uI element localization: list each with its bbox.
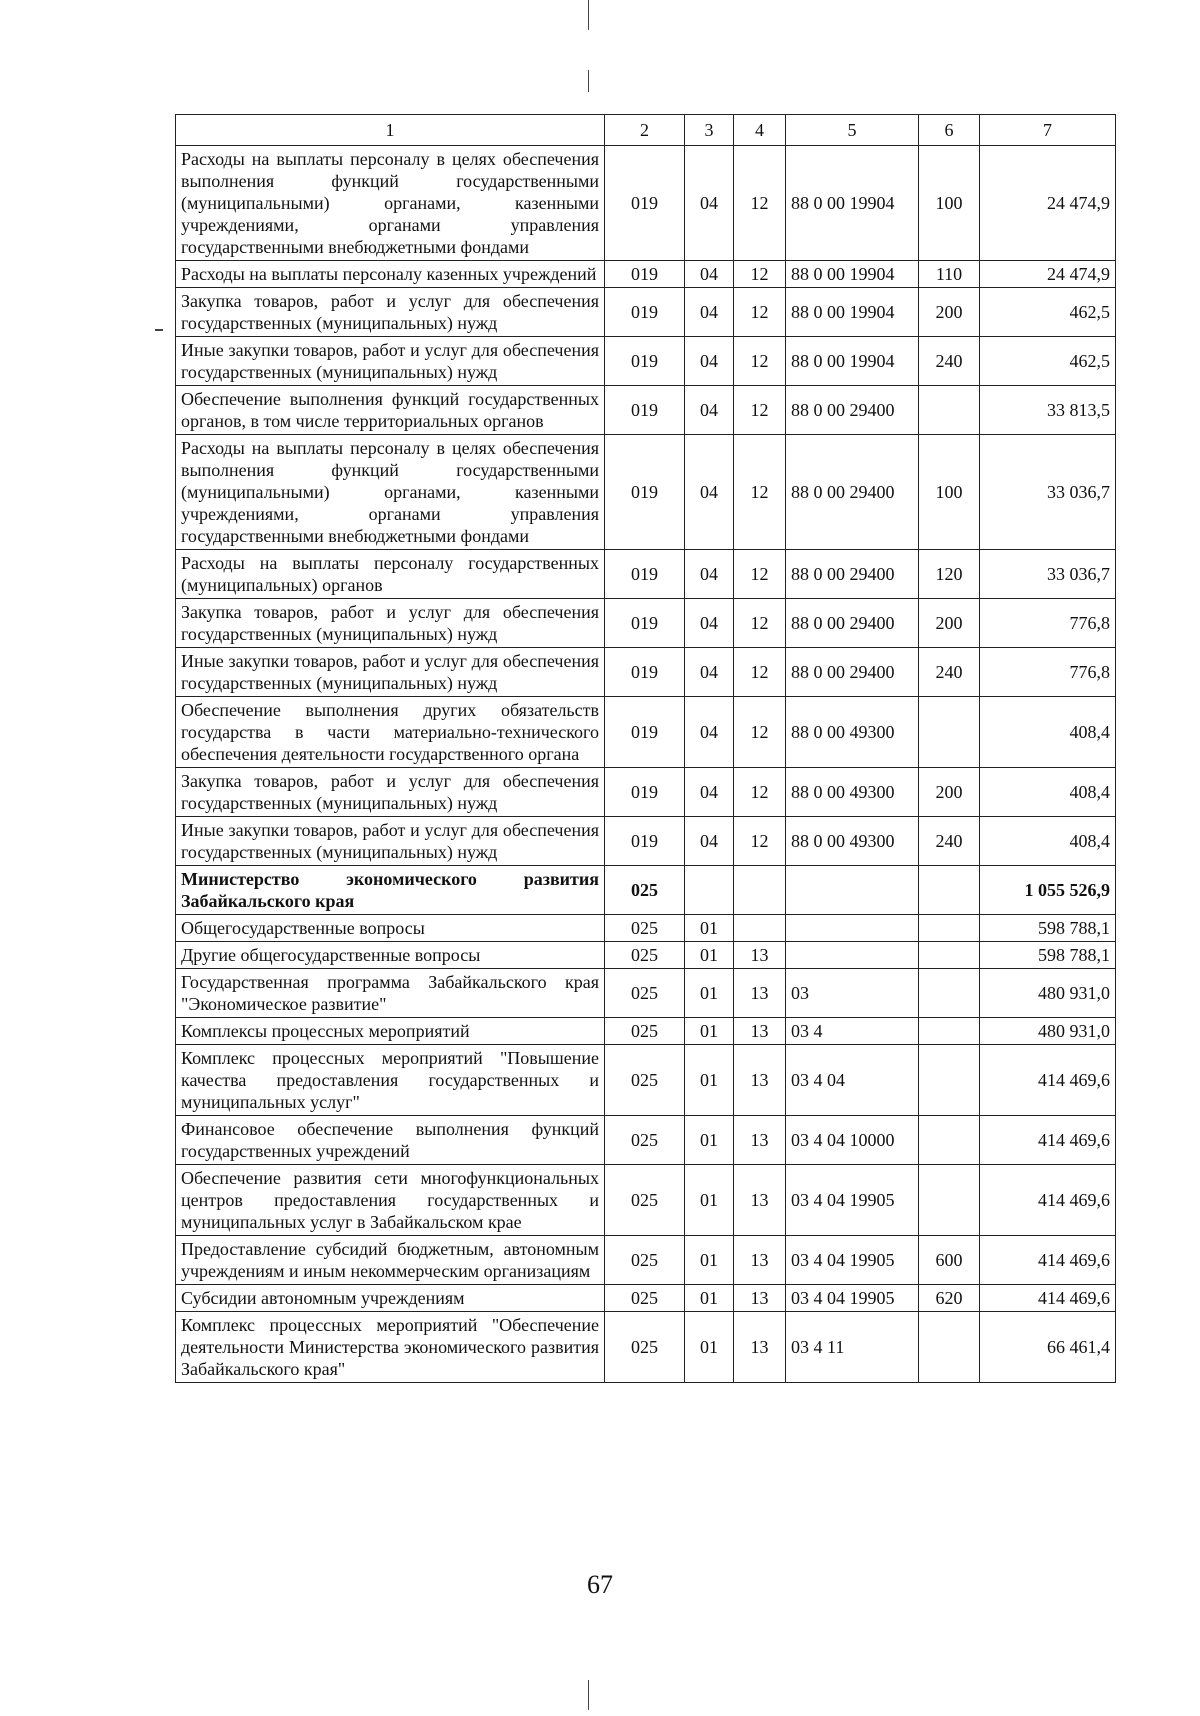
subsection-code-cell: 13 <box>734 1018 786 1045</box>
section-code-cell: 01 <box>685 942 734 969</box>
table-row <box>176 599 1116 648</box>
section-code-cell: 04 <box>685 768 734 817</box>
target-article-cell: 88 0 00 19904 <box>786 261 919 288</box>
amount-cell: 462,5 <box>980 337 1116 386</box>
expense-type-cell <box>919 1018 980 1045</box>
amount-cell: 33 036,7 <box>980 435 1116 550</box>
admin-code-cell: 019 <box>605 435 685 550</box>
amount-cell: 33 036,7 <box>980 550 1116 599</box>
amount-cell: 414 469,6 <box>980 1285 1116 1312</box>
amount-cell: 408,4 <box>980 817 1116 866</box>
table-row <box>176 1045 1116 1116</box>
row-name-cell: Расходы на выплаты персоналу в целях обеспечения выполнения функций государственными (муниципальными) органами, казенными учреждениями, органами управления государственными внебюджетными фондами <box>176 435 605 550</box>
expense-type-cell: 240 <box>919 648 980 697</box>
subsection-code-cell: 12 <box>734 550 786 599</box>
expense-type-cell <box>919 1165 980 1236</box>
target-article-cell: 03 <box>786 969 919 1018</box>
scan-mark <box>588 0 589 30</box>
budget-table <box>175 114 1116 1383</box>
admin-code-cell: 025 <box>605 1045 685 1116</box>
target-article-cell <box>786 942 919 969</box>
row-name-cell: Иные закупки товаров, работ и услуг для обеспечения государственных (муниципальных) нужд <box>176 817 605 866</box>
expense-type-cell: 200 <box>919 768 980 817</box>
amount-cell: 408,4 <box>980 768 1116 817</box>
subsection-code-cell: 13 <box>734 942 786 969</box>
admin-code-cell: 019 <box>605 288 685 337</box>
target-article-cell: 88 0 00 29400 <box>786 435 919 550</box>
row-name-cell: Закупка товаров, работ и услуг для обеспечения государственных (муниципальных) нужд <box>176 768 605 817</box>
expense-type-cell <box>919 1116 980 1165</box>
amount-cell: 598 788,1 <box>980 942 1116 969</box>
expense-type-cell <box>919 1045 980 1116</box>
subsection-code-cell: 12 <box>734 386 786 435</box>
table-row <box>176 866 1116 915</box>
amount-cell: 24 474,9 <box>980 146 1116 261</box>
row-name-cell: Расходы на выплаты персоналу государственных (муниципальных) органов <box>176 550 605 599</box>
table-row <box>176 697 1116 768</box>
subsection-code-cell: 12 <box>734 768 786 817</box>
target-article-cell: 03 4 04 19905 <box>786 1236 919 1285</box>
header-cell: 4 <box>734 115 786 146</box>
table-row <box>176 969 1116 1018</box>
target-article-cell: 88 0 00 49300 <box>786 697 919 768</box>
amount-cell: 414 469,6 <box>980 1165 1116 1236</box>
amount-cell: 408,4 <box>980 697 1116 768</box>
amount-cell: 66 461,4 <box>980 1312 1116 1383</box>
subsection-code-cell: 13 <box>734 1165 786 1236</box>
subsection-code-cell: 12 <box>734 817 786 866</box>
expense-type-cell: 120 <box>919 550 980 599</box>
section-code-cell: 04 <box>685 146 734 261</box>
table-row <box>176 288 1116 337</box>
target-article-cell: 03 4 11 <box>786 1312 919 1383</box>
row-name-cell: Расходы на выплаты персоналу в целях обеспечения выполнения функций государственными (муниципальными) органами, казенными учреждениями, органами управления государственными внебюджетными фондами <box>176 146 605 261</box>
amount-cell: 776,8 <box>980 648 1116 697</box>
target-article-cell: 03 4 04 10000 <box>786 1116 919 1165</box>
expense-type-cell: 110 <box>919 261 980 288</box>
expense-type-cell <box>919 386 980 435</box>
section-code-cell: 04 <box>685 435 734 550</box>
admin-code-cell: 019 <box>605 768 685 817</box>
subsection-code-cell: 13 <box>734 1045 786 1116</box>
subsection-code-cell: 12 <box>734 146 786 261</box>
table-row <box>176 817 1116 866</box>
amount-cell: 598 788,1 <box>980 915 1116 942</box>
row-name-cell: Комплексы процессных мероприятий <box>176 1018 605 1045</box>
target-article-cell: 88 0 00 19904 <box>786 288 919 337</box>
admin-code-cell: 025 <box>605 1018 685 1045</box>
subsection-code-cell: 12 <box>734 337 786 386</box>
header-cell: 1 <box>176 115 605 146</box>
table-row <box>176 550 1116 599</box>
section-code-cell: 04 <box>685 288 734 337</box>
section-code-cell <box>685 866 734 915</box>
admin-code-cell: 025 <box>605 1236 685 1285</box>
row-name-cell: Комплекс процессных мероприятий "Обеспечение деятельности Министерства экономического развития Забайкальского края" <box>176 1312 605 1383</box>
expense-type-cell <box>919 915 980 942</box>
amount-cell: 33 813,5 <box>980 386 1116 435</box>
target-article-cell: 88 0 00 49300 <box>786 768 919 817</box>
header-row <box>176 115 1116 146</box>
section-code-cell: 01 <box>685 1165 734 1236</box>
table-row <box>176 146 1116 261</box>
target-article-cell <box>786 915 919 942</box>
table-row <box>176 1165 1116 1236</box>
expense-type-cell <box>919 866 980 915</box>
target-article-cell: 88 0 00 29400 <box>786 599 919 648</box>
target-article-cell: 03 4 <box>786 1018 919 1045</box>
table-row <box>176 942 1116 969</box>
row-name-cell: Комплекс процессных мероприятий "Повышение качества предоставления государственных и муниципальных услуг" <box>176 1045 605 1116</box>
admin-code-cell: 025 <box>605 1116 685 1165</box>
row-name-cell: Государственная программа Забайкальского края "Экономическое развитие" <box>176 969 605 1018</box>
row-name-cell: Другие общегосударственные вопросы <box>176 942 605 969</box>
expense-type-cell: 100 <box>919 146 980 261</box>
subsection-code-cell: 12 <box>734 261 786 288</box>
row-name-cell: Обеспечение выполнения функций государственных органов, в том числе территориальных органов <box>176 386 605 435</box>
row-name-cell: Общегосударственные вопросы <box>176 915 605 942</box>
section-code-cell: 01 <box>685 1312 734 1383</box>
admin-code-cell: 025 <box>605 942 685 969</box>
table-row <box>176 435 1116 550</box>
section-code-cell: 04 <box>685 599 734 648</box>
row-name-cell: Обеспечение развития сети многофункциональных центров предоставления государственных и муниципальных услуг в Забайкальском крае <box>176 1165 605 1236</box>
table-row <box>176 648 1116 697</box>
table-row <box>176 337 1116 386</box>
section-code-cell: 01 <box>685 969 734 1018</box>
subsection-code-cell: 13 <box>734 1285 786 1312</box>
target-article-cell: 88 0 00 19904 <box>786 337 919 386</box>
subsection-code-cell: 12 <box>734 288 786 337</box>
section-code-cell: 04 <box>685 648 734 697</box>
amount-cell: 480 931,0 <box>980 1018 1116 1045</box>
header-cell: 5 <box>786 115 919 146</box>
admin-code-cell: 019 <box>605 697 685 768</box>
amount-cell: 414 469,6 <box>980 1116 1116 1165</box>
target-article-cell: 88 0 00 19904 <box>786 146 919 261</box>
admin-code-cell: 019 <box>605 261 685 288</box>
subsection-code-cell: 13 <box>734 1312 786 1383</box>
expense-type-cell: 620 <box>919 1285 980 1312</box>
amount-cell: 776,8 <box>980 599 1116 648</box>
section-code-cell: 01 <box>685 1018 734 1045</box>
target-article-cell: 88 0 00 29400 <box>786 648 919 697</box>
target-article-cell: 03 4 04 <box>786 1045 919 1116</box>
row-name-cell: Обеспечение выполнения других обязательств государства в части материально-технического обеспечения деятельности государственного органа <box>176 697 605 768</box>
page-number: 67 <box>587 1570 613 1599</box>
subsection-code-cell: 13 <box>734 969 786 1018</box>
section-code-cell: 04 <box>685 550 734 599</box>
admin-code-cell: 025 <box>605 915 685 942</box>
table-row <box>176 1116 1116 1165</box>
admin-code-cell: 025 <box>605 1165 685 1236</box>
amount-cell: 24 474,9 <box>980 261 1116 288</box>
section-code-cell: 04 <box>685 697 734 768</box>
expense-type-cell <box>919 1312 980 1383</box>
row-name-cell: Финансовое обеспечение выполнения функций государственных учреждений <box>176 1116 605 1165</box>
section-code-cell: 04 <box>685 817 734 866</box>
table-body <box>176 146 1116 1383</box>
admin-code-cell: 025 <box>605 1312 685 1383</box>
table-row <box>176 1285 1116 1312</box>
section-code-cell: 04 <box>685 337 734 386</box>
amount-cell: 1 055 526,9 <box>980 866 1116 915</box>
expense-type-cell <box>919 697 980 768</box>
expense-type-cell: 200 <box>919 599 980 648</box>
subsection-code-cell: 12 <box>734 599 786 648</box>
admin-code-cell: 019 <box>605 648 685 697</box>
admin-code-cell: 019 <box>605 599 685 648</box>
subsection-code-cell: 12 <box>734 435 786 550</box>
subsection-code-cell: 13 <box>734 1116 786 1165</box>
expense-type-cell: 240 <box>919 337 980 386</box>
admin-code-cell: 025 <box>605 1285 685 1312</box>
row-name-cell: Субсидии автономным учреждениям <box>176 1285 605 1312</box>
section-code-cell: 04 <box>685 386 734 435</box>
target-article-cell: 03 4 04 19905 <box>786 1285 919 1312</box>
table-row <box>176 1236 1116 1285</box>
table-row <box>176 1018 1116 1045</box>
section-code-cell: 04 <box>685 261 734 288</box>
row-name-cell: Иные закупки товаров, работ и услуг для обеспечения государственных (муниципальных) нужд <box>176 648 605 697</box>
scan-mark <box>588 70 589 92</box>
admin-code-cell: 019 <box>605 550 685 599</box>
subsection-code-cell: 12 <box>734 697 786 768</box>
admin-code-cell: 019 <box>605 146 685 261</box>
expense-type-cell <box>919 942 980 969</box>
header-cell: 3 <box>685 115 734 146</box>
expense-type-cell: 600 <box>919 1236 980 1285</box>
admin-code-cell: 019 <box>605 386 685 435</box>
header-cell: 7 <box>980 115 1116 146</box>
subsection-code-cell: 12 <box>734 648 786 697</box>
expense-type-cell: 200 <box>919 288 980 337</box>
table-row <box>176 1312 1116 1383</box>
row-name-cell: Иные закупки товаров, работ и услуг для обеспечения государственных (муниципальных) нужд <box>176 337 605 386</box>
subsection-code-cell: 13 <box>734 1236 786 1285</box>
table-row <box>176 768 1116 817</box>
row-name-cell: Закупка товаров, работ и услуг для обеспечения государственных (муниципальных) нужд <box>176 599 605 648</box>
header-cell: 2 <box>605 115 685 146</box>
admin-code-cell: 019 <box>605 817 685 866</box>
row-name-cell: Расходы на выплаты персоналу казенных учреждений <box>176 261 605 288</box>
section-code-cell: 01 <box>685 915 734 942</box>
admin-code-cell: 019 <box>605 337 685 386</box>
table-row <box>176 915 1116 942</box>
scan-mark <box>155 329 163 331</box>
expense-type-cell: 100 <box>919 435 980 550</box>
admin-code-cell: 025 <box>605 866 685 915</box>
row-name-cell: Закупка товаров, работ и услуг для обеспечения государственных (муниципальных) нужд <box>176 288 605 337</box>
row-name-cell: Министерство экономического развития Забайкальского края <box>176 866 605 915</box>
amount-cell: 414 469,6 <box>980 1045 1116 1116</box>
amount-cell: 480 931,0 <box>980 969 1116 1018</box>
target-article-cell: 88 0 00 29400 <box>786 386 919 435</box>
table-row <box>176 261 1116 288</box>
table-row <box>176 386 1116 435</box>
target-article-cell: 88 0 00 49300 <box>786 817 919 866</box>
amount-cell: 462,5 <box>980 288 1116 337</box>
section-code-cell: 01 <box>685 1236 734 1285</box>
admin-code-cell: 025 <box>605 969 685 1018</box>
subsection-code-cell <box>734 866 786 915</box>
section-code-cell: 01 <box>685 1045 734 1116</box>
subsection-code-cell <box>734 915 786 942</box>
scan-mark <box>588 1680 589 1710</box>
amount-cell: 414 469,6 <box>980 1236 1116 1285</box>
expense-type-cell <box>919 969 980 1018</box>
header-cell: 6 <box>919 115 980 146</box>
target-article-cell: 03 4 04 19905 <box>786 1165 919 1236</box>
target-article-cell: 88 0 00 29400 <box>786 550 919 599</box>
section-code-cell: 01 <box>685 1285 734 1312</box>
expense-type-cell: 240 <box>919 817 980 866</box>
section-code-cell: 01 <box>685 1116 734 1165</box>
target-article-cell <box>786 866 919 915</box>
row-name-cell: Предоставление субсидий бюджетным, автономным учреждениям и иным некоммерческим организациям <box>176 1236 605 1285</box>
